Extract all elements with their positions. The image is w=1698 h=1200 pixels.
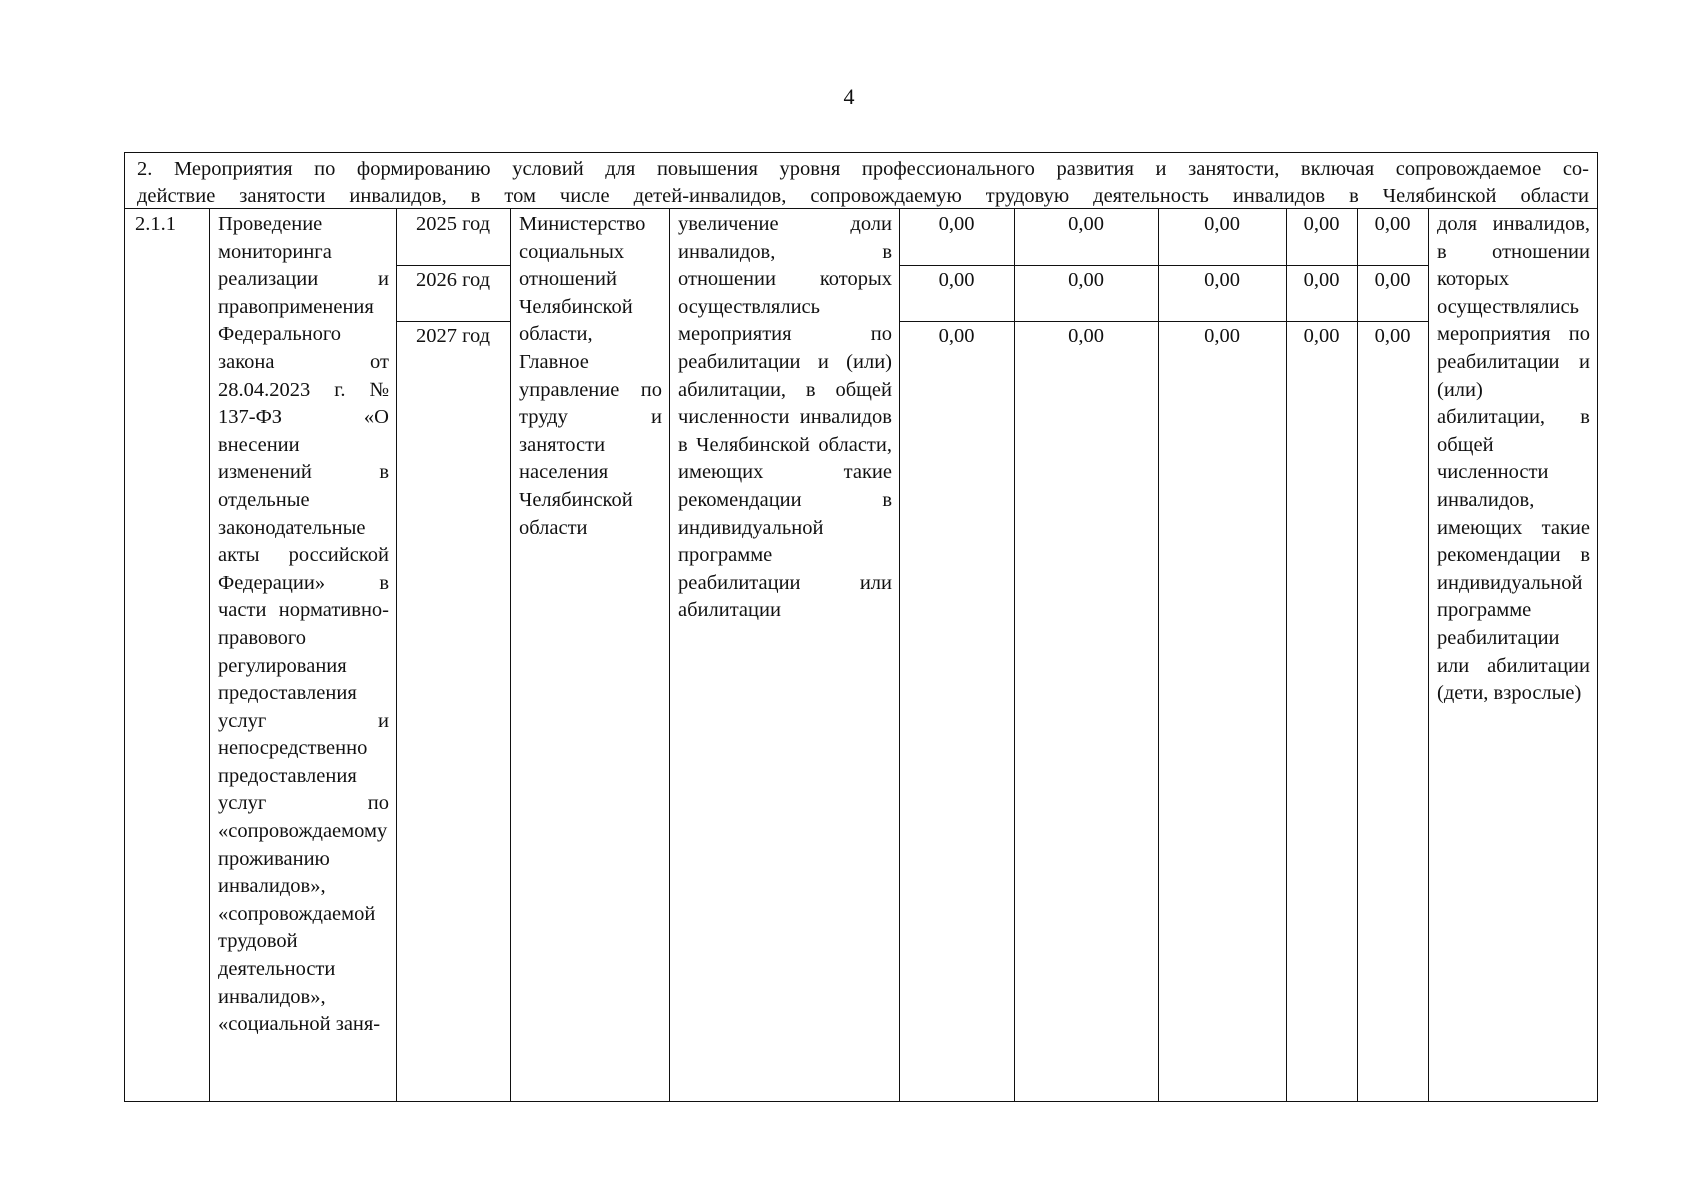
year-2026: 2026 год	[415, 269, 491, 291]
value-cell: 0,00	[1068, 269, 1104, 291]
indicator: доля инвалидов, в отношении которых осуществлялись мероприятия по реабилитации и (или) абилитации, в общей численности инвалидов, имеющих такие рекомендации в индивидуальной программе реабилитации или абилитации (дети, взрослые)	[1437, 213, 1590, 705]
value-cell: 0,00	[1374, 325, 1411, 347]
value-cell: 0,00	[1374, 213, 1411, 235]
event-name: Проведение мониторинга реализации и правоприменения Федерального закона от 28.04.2023 г. № 137-ФЗ «О внесении изменений в отдельные законодательные акты российской Федерации» в части нормативно-правового регулирования предоставления услуг и непосредственно предоставления услуг по «сопровождаемому проживанию инвалидов», «сопровождаемой трудовой деятельности инвалидов», «социальной заня-	[218, 213, 389, 1036]
value-cell: 0,00	[1204, 325, 1240, 347]
value-cell: 0,00	[1374, 269, 1411, 291]
program-table	[124, 152, 1598, 1102]
section-header-line-1: 2. Мероприятия по формированию условий для повышения уровня профессионального развития и занятости, включая сопровождаемое со-	[137, 158, 1589, 180]
section-header	[125, 153, 1597, 209]
value-cell: 0,00	[1204, 213, 1240, 235]
row-number: 2.1.1	[135, 213, 176, 235]
value-cell: 0,00	[1068, 325, 1104, 347]
year-2025: 2025 год	[415, 213, 491, 235]
value-cell: 0,00	[1303, 269, 1340, 291]
executor: Министерство социальных отношений Челябинской области, Главное управление по труду и занятости населения Челябинской области	[519, 213, 662, 539]
page-number: 4	[843, 84, 855, 109]
value-cell: 0,00	[938, 325, 975, 347]
value-cell: 0,00	[938, 213, 975, 235]
value-cell: 0,00	[1204, 269, 1240, 291]
value-cell: 0,00	[1068, 213, 1104, 235]
expected-result: увеличение доли инвалидов, в отношении которых осуществлялись мероприятия по реабилитации и (или) абилитации, в общей численности инвалидов в Челябинской области, имеющих такие рекомендации в индивидуальной программе реабилитации или абилитации	[678, 213, 892, 622]
section-header-line-2: действие занятости инвалидов, в том числе детей-инвалидов, сопровождаемую трудовую деятельность инвалидов в Челябинской области	[137, 185, 1589, 207]
value-cell: 0,00	[938, 269, 975, 291]
value-cell: 0,00	[1303, 213, 1340, 235]
year-2027: 2027 год	[415, 325, 491, 347]
value-cell: 0,00	[1303, 325, 1340, 347]
